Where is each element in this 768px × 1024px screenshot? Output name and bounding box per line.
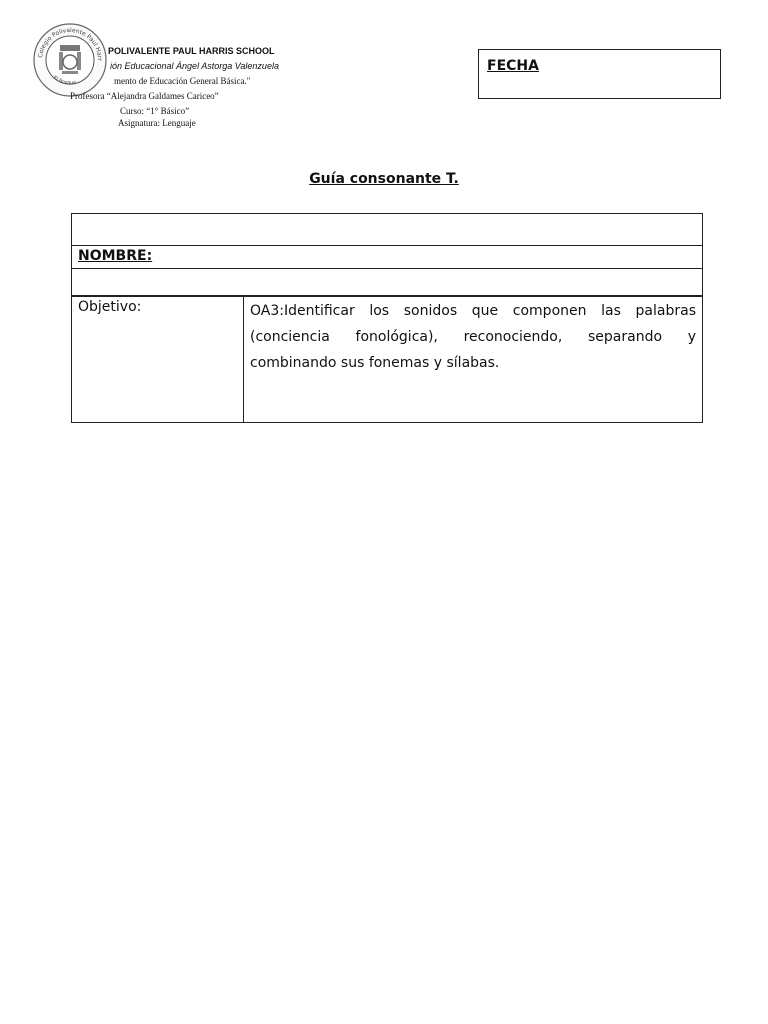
objective-text: OA3:Identificar los sonidos que componen las palabras (conciencia fonológica), reconociendo, separando y combinando sus fonemas y sílabas.	[250, 303, 696, 371]
table-row-objective	[72, 296, 702, 422]
objective-label: Objetivo:	[78, 299, 142, 315]
date-box[interactable]	[478, 49, 721, 99]
objective-label-cell	[72, 296, 244, 422]
department-name: mento de Educación General Básica."	[114, 76, 251, 86]
table-row-blank-top[interactable]	[72, 214, 702, 246]
foundation-name: ión Educacional Ángel Astorga Valenzuela	[110, 61, 279, 71]
table-row-name[interactable]	[72, 245, 702, 269]
subject-label: Asignatura: Lenguaje	[118, 118, 196, 128]
student-info-table	[71, 213, 703, 423]
teacher-name: Profesora “Alejandra Galdames Cariceo”	[70, 91, 219, 101]
school-seal-logo	[32, 22, 108, 98]
course-label: Curso: “1° Básico”	[120, 106, 190, 116]
svg-text:Colegio Polivalente Paul Harri: Colegio Polivalente Paul Harr	[37, 26, 104, 61]
table-row-blank-middle[interactable]	[72, 269, 702, 297]
date-label: FECHA	[487, 58, 539, 74]
name-label: NOMBRE:	[78, 248, 153, 264]
school-header	[30, 20, 350, 140]
svg-text:El Bosque: El Bosque	[51, 74, 77, 87]
school-name: POLIVALENTE PAUL HARRIS SCHOOL	[108, 46, 275, 56]
page-title: Guía consonante T.	[309, 171, 459, 187]
